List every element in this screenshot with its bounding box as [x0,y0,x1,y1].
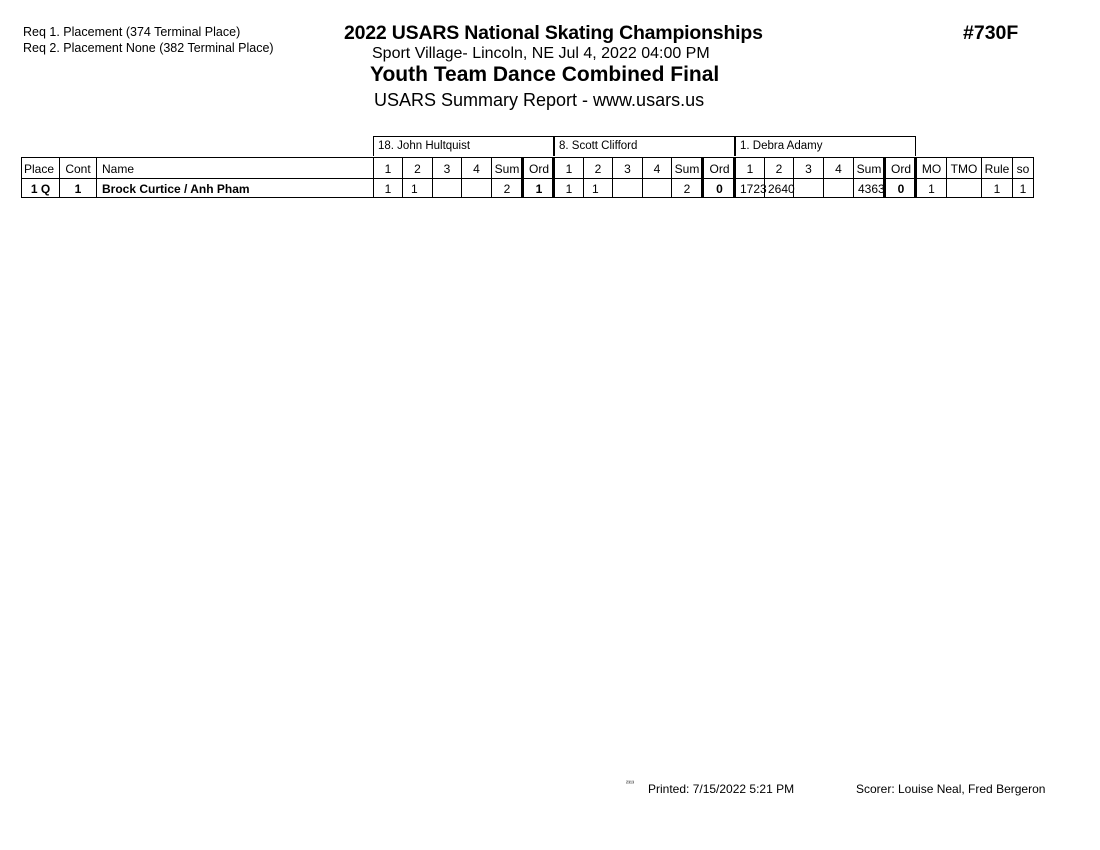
col-j2-3: 3 [612,157,642,178]
row-cont: 1 [59,178,96,198]
requirement-1: Req 1. Placement (374 Terminal Place) [23,25,241,39]
row-j3-sum: 4363 [853,178,884,198]
col-j2-2: 2 [583,157,612,178]
row-j3-3 [793,178,823,198]
row-j2-sum: 2 [671,178,702,198]
row-j3-1: 1723 [733,178,764,198]
row-j2-4 [642,178,671,198]
requirement-2: Req 2. Placement None (382 Terminal Place) [23,41,274,55]
col-j3-1: 1 [733,157,764,178]
col-j3-2: 2 [764,157,793,178]
row-j1-ord: 1 [521,178,554,198]
event-number: #730F [963,22,1019,44]
event-title: Youth Team Dance Combined Final [370,63,720,86]
row-j2-3 [612,178,642,198]
judge-header-2: 8. Scott Clifford [554,136,735,156]
col-j1-4: 4 [461,157,491,178]
row-j1-1: 1 [373,178,402,198]
col-j1-1: 1 [373,157,402,178]
col-j2-ord: Ord [701,157,735,178]
page-code: ²³¹³ [626,781,634,787]
col-mo: MO [914,157,946,178]
col-j3-ord: Ord [883,157,916,178]
venue-date: Sport Village- Lincoln, NE Jul 4, 2022 04:00 PM [372,45,710,62]
row-mo: 1 [914,178,946,198]
col-j1-sum: Sum [491,157,522,178]
col-j3-3: 3 [793,157,823,178]
col-j2-sum: Sum [671,157,702,178]
col-j1-ord: Ord [521,157,554,178]
col-so: so [1012,157,1034,178]
col-name: Name [96,157,373,178]
report-title: USARS Summary Report - www.usars.us [374,90,705,110]
row-j1-sum: 2 [491,178,522,198]
scorer-names: Scorer: Louise Neal, Fred Bergeron [856,782,1046,796]
col-place: Place [21,157,59,178]
printed-timestamp: Printed: 7/15/2022 5:21 PM [648,782,795,796]
col-tmo: TMO [946,157,981,178]
row-j2-1: 1 [552,178,583,198]
row-j2-ord: 0 [701,178,735,198]
row-name: Brock Curtice / Anh Pham [96,178,373,198]
row-j3-4 [823,178,853,198]
col-j2-1: 1 [552,157,583,178]
judge-header-1: 18. John Hultquist [373,136,554,156]
col-j2-4: 4 [642,157,671,178]
row-place: 1 Q [21,178,59,198]
row-j1-2: 1 [402,178,432,198]
row-j3-2: 2640 [764,178,793,198]
championship-title: 2022 USARS National Skating Championships [344,22,763,44]
row-j1-3 [432,178,461,198]
row-j3-ord: 0 [883,178,916,198]
col-j1-3: 3 [432,157,461,178]
row-rule: 1 [981,178,1012,198]
col-rule: Rule [981,157,1012,178]
row-j2-2: 1 [583,178,612,198]
col-j1-2: 2 [402,157,432,178]
col-cont: Cont [59,157,96,178]
judge-header-3: 1. Debra Adamy [735,136,916,156]
row-so: 1 [1012,178,1034,198]
col-j3-sum: Sum [853,157,884,178]
row-tmo [946,178,981,198]
row-j1-4 [461,178,491,198]
col-j3-4: 4 [823,157,853,178]
